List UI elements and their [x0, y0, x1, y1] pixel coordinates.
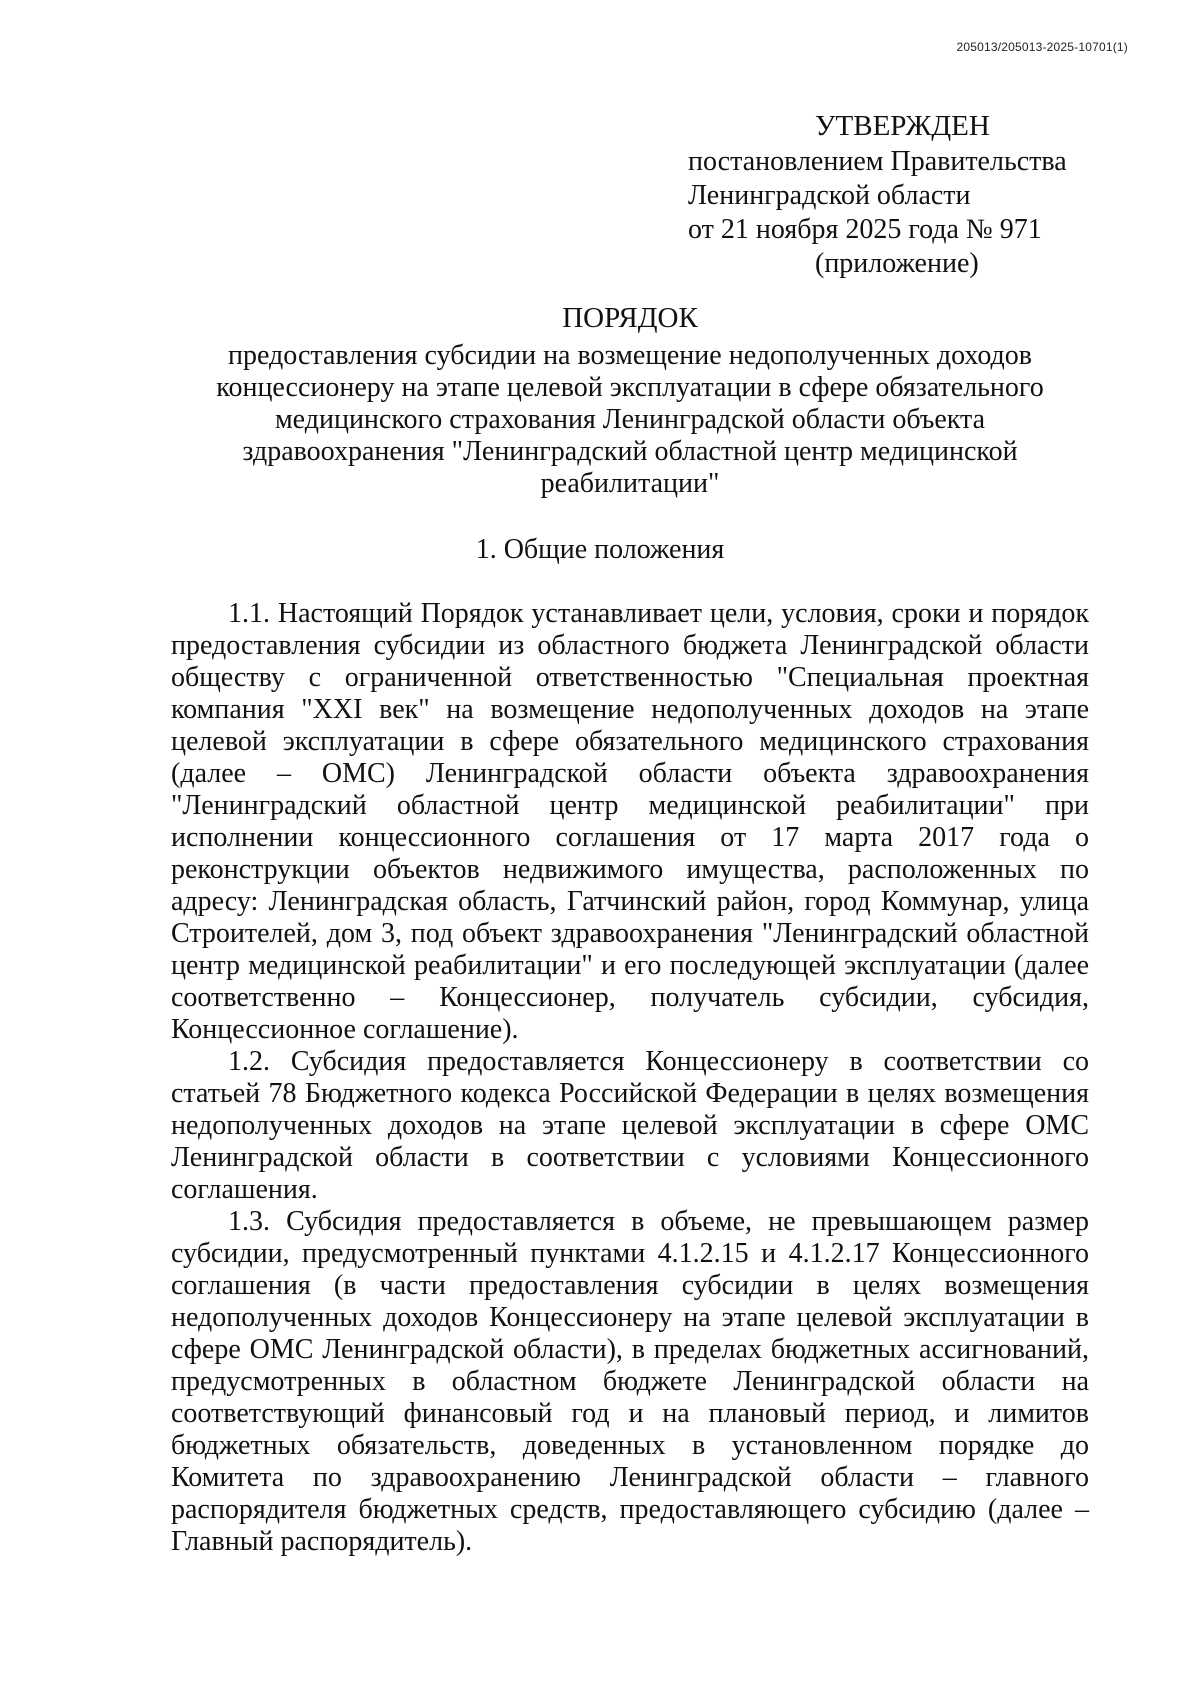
document-subtitle: предоставления субсидии на возмещение недополученных доходов концессионеру на этапе целевой эксплуатации в сфере обязательного медицинского страхования Ленинградской области объекта здравоохранения "Ленинградский областной центр медицинской реабилитации" — [216, 340, 1044, 499]
approval-line-2: Ленинградской области — [688, 180, 971, 211]
approval-line-3: от 21 ноября 2025 года № 971 — [688, 214, 1042, 245]
approval-heading: УТВЕРЖДЕН — [815, 110, 990, 142]
document-body — [171, 598, 1089, 1558]
paragraph-1-2: 1.2. Субсидия предоставляется Концессионеру в соответствии со статьей 78 Бюджетного кодекса Российской Федерации в целях возмещения недополученных доходов на этапе целевой эксплуатации в сфере ОМС Ленинградской области в соответствии с условиями Концессионного соглашения. — [171, 1046, 1089, 1205]
document-registration-number: 205013/205013-2025-10701(1) — [956, 40, 1128, 54]
document-title: ПОРЯДОК — [562, 302, 698, 334]
paragraph-1-1: 1.1. Настоящий Порядок устанавливает цели, условия, сроки и порядок предоставления субсидии из областного бюджета Ленинградской области обществу с ограниченной ответственностью "Специальная проектная компания "XXI век" на возмещение недополученных доходов на этапе целевой эксплуатации в сфере обязательного медицинского страхования (далее – ОМС) Ленинградской области объекта здравоохранения "Ленинградский областной центр медицинской реабилитации" при исполнении концессионного соглашения от 17 марта 2017 года о реконструкции объектов недвижимого имущества, расположенных по адресу: Ленинградская область, Гатчинский район, город Коммунар, улица Строителей, дом 3, под объект здравоохранения "Ленинградский областной центр медицинской реабилитации" и его последующей эксплуатации (далее соответственно – Концессионер, получатель субсидии, субсидия, Концессионное соглашение). — [171, 598, 1089, 1045]
paragraph-1-3: 1.3. Субсидия предоставляется в объеме, не превышающем размер субсидии, предусмотренный пунктами 4.1.2.15 и 4.1.2.17 Концессионного соглашения (в части предоставления субсидии в целях возмещения недополученных доходов Концессионеру на этапе целевой эксплуатации в сфере ОМС Ленинградской области), в пределах бюджетных ассигнований, предусмотренных в областном бюджете Ленинградской области на соответствующий финансовый год и на плановый период, и лимитов бюджетных обязательств, доведенных в установленном порядке до Комитета по здравоохранению Ленинградской области – главного распорядителя бюджетных средств, предоставляющего субсидию (далее – Главный распорядитель). — [171, 1206, 1089, 1557]
section-heading: 1. Общие положения — [475, 534, 725, 565]
approval-line-1: постановлением Правительства — [688, 146, 1067, 177]
document-title-block — [170, 302, 1090, 500]
approval-line-4: (приложение) — [815, 248, 979, 279]
